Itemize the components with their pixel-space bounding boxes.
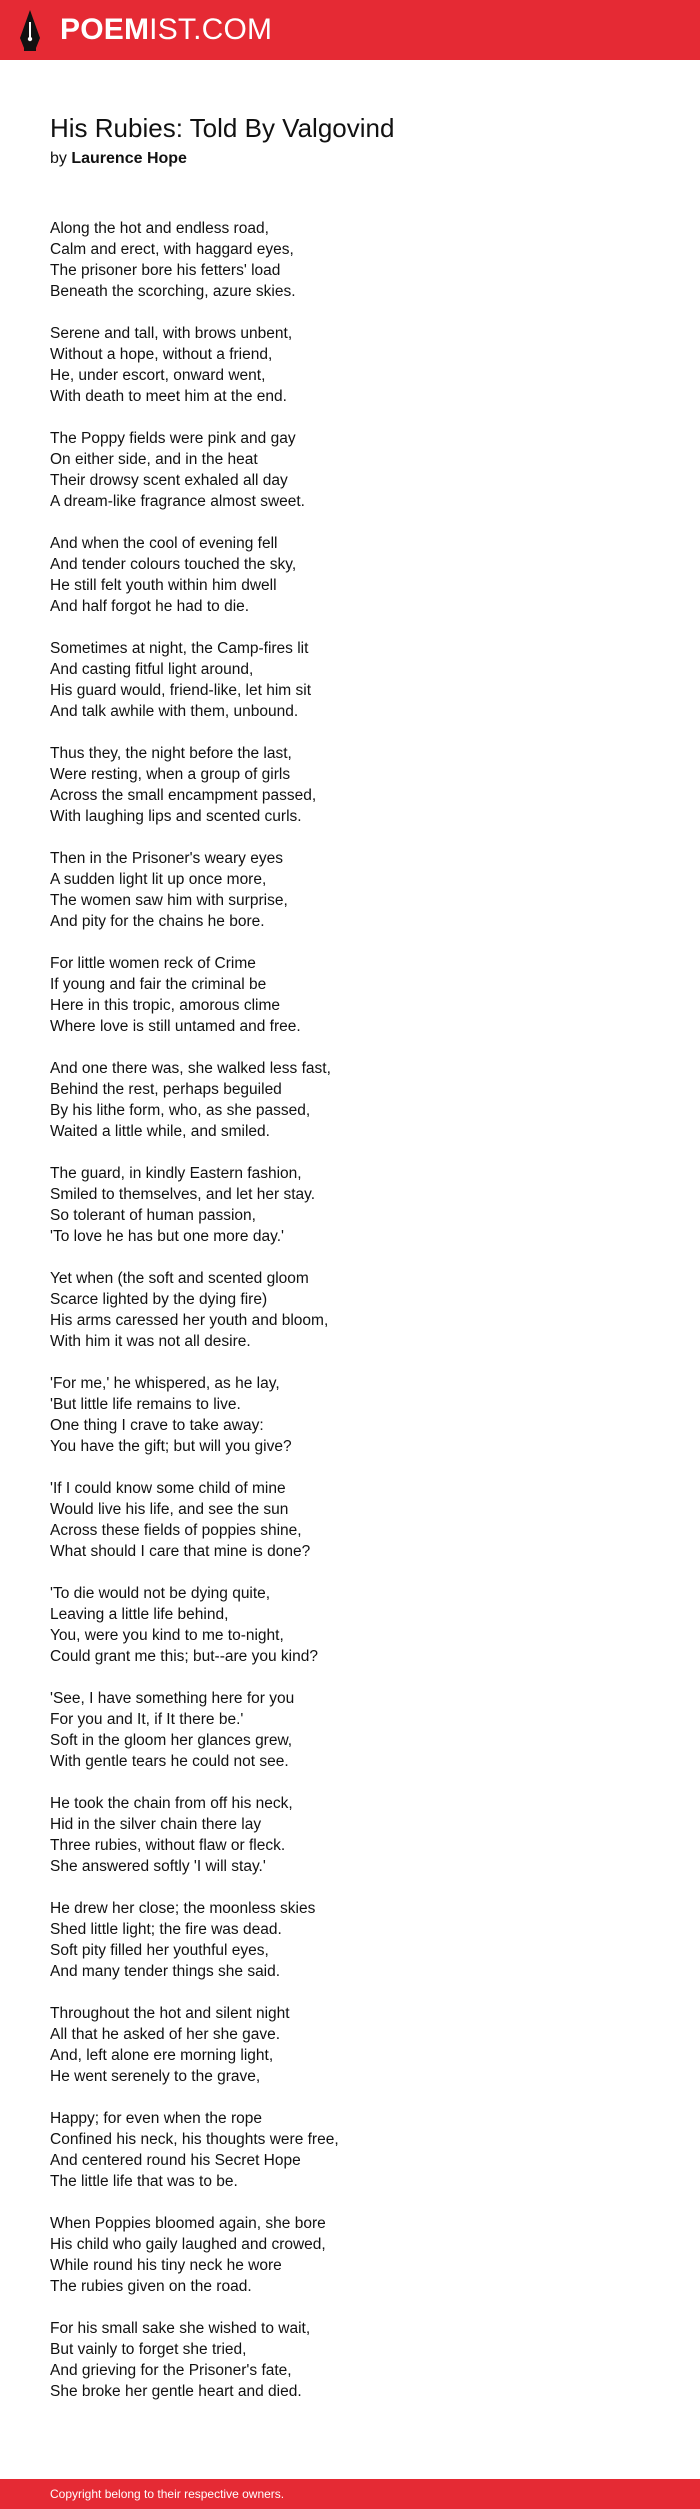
poem-line: And, left alone ere morning light, [50, 2047, 274, 2064]
poem-line: You, were you kind to me to-night, [50, 1627, 284, 1644]
copyright-text: Copyright belong to their respective owners. [50, 2487, 285, 2501]
author-name[interactable]: Laurence Hope [71, 150, 187, 167]
poem-line: For you and It, if It there be.' [50, 1711, 244, 1728]
poem-line: The Poppy fields were pink and gay [50, 430, 296, 447]
brand-light: IST.COM [149, 13, 273, 46]
poem-line: Smiled to themselves, and let her stay. [50, 1186, 316, 1203]
poem-line: And many tender things she said. [50, 1963, 281, 1980]
poem-line: For little women reck of Crime [50, 955, 256, 972]
header-bar [0, 0, 700, 60]
footer-bar [0, 2479, 700, 2509]
poem-line: When Poppies bloomed again, she bore [50, 2215, 326, 2232]
poem-line: The guard, in kindly Eastern fashion, [50, 1165, 302, 1182]
poem-line: 'But little life remains to live. [50, 1396, 241, 1413]
stanza [50, 1268, 670, 1352]
poem-line: Along the hot and endless road, [50, 220, 269, 237]
poem-line: So tolerant of human passion, [50, 1207, 256, 1224]
poem-line: Calm and erect, with haggard eyes, [50, 241, 294, 258]
poem-line: His child who gaily laughed and crowed, [50, 2236, 326, 2253]
poem-line: She broke her gentle heart and died. [50, 2383, 302, 2400]
poem-line: His guard would, friend-like, let him sit [50, 682, 312, 699]
poem-line: And talk awhile with them, unbound. [50, 703, 299, 720]
poem-line: 'See, I have something here for you [50, 1690, 295, 1707]
poem-line: On either side, and in the heat [50, 451, 258, 468]
poem-body [50, 218, 670, 2423]
stanza [50, 953, 670, 1037]
poem-line: 'To love he has but one more day.' [50, 1228, 284, 1245]
poem-line: He went serenely to the grave, [50, 2068, 261, 2085]
stanza [50, 1163, 670, 1247]
poem-line: And tender colours touched the sky, [50, 556, 297, 573]
poem-line: Sometimes at night, the Camp-fires lit [50, 640, 309, 657]
poem-line: A dream-like fragrance almost sweet. [50, 493, 305, 510]
poem-line: He drew her close; the moonless skies [50, 1900, 316, 1917]
poem-line: If young and fair the criminal be [50, 976, 267, 993]
poem-line: Behind the rest, perhaps beguiled [50, 1081, 282, 1098]
poem-line: A sudden light lit up once more, [50, 871, 267, 888]
poem-line: Yet when (the soft and scented gloom [50, 1270, 309, 1287]
poem-title: His Rubies: Told By Valgovind [50, 113, 395, 143]
poem-line: But vainly to forget she tried, [50, 2341, 247, 2358]
poem-line: For his small sake she wished to wait, [50, 2320, 311, 2337]
stanza [50, 428, 670, 512]
poem-line: Were resting, when a group of girls [50, 766, 291, 783]
poem-line: Could grant me this; but--are you kind? [50, 1648, 318, 1665]
poem-line: The rubies given on the road. [50, 2278, 252, 2295]
poem-line: While round his tiny neck he wore [50, 2257, 282, 2274]
stanza [50, 1583, 670, 1667]
brand-bold: POEM [60, 13, 150, 46]
poem-line: Their drowsy scent exhaled all day [50, 472, 288, 489]
poem-line: Here in this tropic, amorous clime [50, 997, 280, 1014]
brand-logo[interactable] [60, 0, 272, 60]
poem-line: One thing I crave to take away: [50, 1417, 264, 1434]
stanza [50, 2003, 670, 2087]
poem-line: And when the cool of evening fell [50, 535, 278, 552]
stanza [50, 533, 670, 617]
poem-line: He took the chain from off his neck, [50, 1795, 293, 1812]
poem-line: Across these fields of poppies shine, [50, 1522, 302, 1539]
poem-line: Where love is still untamed and free. [50, 1018, 301, 1035]
poem-line: 'If I could know some child of mine [50, 1480, 286, 1497]
poem-line: With laughing lips and scented curls. [50, 808, 302, 825]
poem-line: Without a hope, without a friend, [50, 346, 273, 363]
poem-line: What should I care that mine is done? [50, 1543, 311, 1560]
poem-line: Leaving a little life behind, [50, 1606, 229, 1623]
stanza [50, 323, 670, 407]
poem-line: Confined his neck, his thoughts were free, [50, 2131, 339, 2148]
poem-line: Throughout the hot and silent night [50, 2005, 290, 2022]
poem-line: By his lithe form, who, as she passed, [50, 1102, 311, 1119]
poem-line: With death to meet him at the end. [50, 388, 287, 405]
stanza [50, 2108, 670, 2192]
poem-line: Scarce lighted by the dying fire) [50, 1291, 268, 1308]
poem-line: Soft in the gloom her glances grew, [50, 1732, 293, 1749]
stanza [50, 1058, 670, 1142]
poem-line: Soft pity filled her youthful eyes, [50, 1942, 269, 1959]
poem-line: You have the gift; but will you give? [50, 1438, 292, 1455]
poem-line: Thus they, the night before the last, [50, 745, 292, 762]
poem-line: The little life that was to be. [50, 2173, 238, 2190]
poem-line: Across the small encampment passed, [50, 787, 317, 804]
poem-line: She answered softly 'I will stay.' [50, 1858, 266, 1875]
poem-line: And casting fitful light around, [50, 661, 254, 678]
poem-line: Would live his life, and see the sun [50, 1501, 289, 1518]
stanza [50, 1373, 670, 1457]
poem-line: 'To die would not be dying quite, [50, 1585, 271, 1602]
poem-line: Happy; for even when the rope [50, 2110, 262, 2127]
poem-line: 'For me,' he whispered, as he lay, [50, 1375, 280, 1392]
poem-line: Serene and tall, with brows unbent, [50, 325, 293, 342]
poem-line: Three rubies, without flaw or fleck. [50, 1837, 286, 1854]
poem-line: His arms caressed her youth and bloom, [50, 1312, 329, 1329]
poem-line: He still felt youth within him dwell [50, 577, 277, 594]
stanza [50, 218, 670, 302]
poem-line: And half forgot he had to die. [50, 598, 250, 615]
stanza [50, 1478, 670, 1562]
stanza [50, 1793, 670, 1877]
stanza [50, 2213, 670, 2297]
stanza [50, 1688, 670, 1772]
poem-line: With him it was not all desire. [50, 1333, 251, 1350]
by-label: by [50, 150, 67, 167]
byline [50, 150, 187, 168]
poem-line: And pity for the chains he bore. [50, 913, 265, 930]
stanza [50, 848, 670, 932]
poem-line: The prisoner bore his fetters' load [50, 262, 281, 279]
stanza [50, 2318, 670, 2402]
poem-line: Hid in the silver chain there lay [50, 1816, 262, 1833]
poem-line: Waited a little while, and smiled. [50, 1123, 270, 1140]
poem-line: And one there was, she walked less fast, [50, 1060, 331, 1077]
pen-nib-icon[interactable] [18, 8, 42, 52]
stanza [50, 743, 670, 827]
poem-line: Then in the Prisoner's weary eyes [50, 850, 283, 867]
poem-line: Shed little light; the fire was dead. [50, 1921, 282, 1938]
poem-line: And grieving for the Prisoner's fate, [50, 2362, 292, 2379]
poem-line: With gentle tears he could not see. [50, 1753, 289, 1770]
poem-line: All that he asked of her she gave. [50, 2026, 281, 2043]
poem-line: Beneath the scorching, azure skies. [50, 283, 296, 300]
poem-line: The women saw him with surprise, [50, 892, 288, 909]
poem-line: He, under escort, onward went, [50, 367, 266, 384]
stanza [50, 638, 670, 722]
stanza [50, 1898, 670, 1982]
poem-line: And centered round his Secret Hope [50, 2152, 301, 2169]
